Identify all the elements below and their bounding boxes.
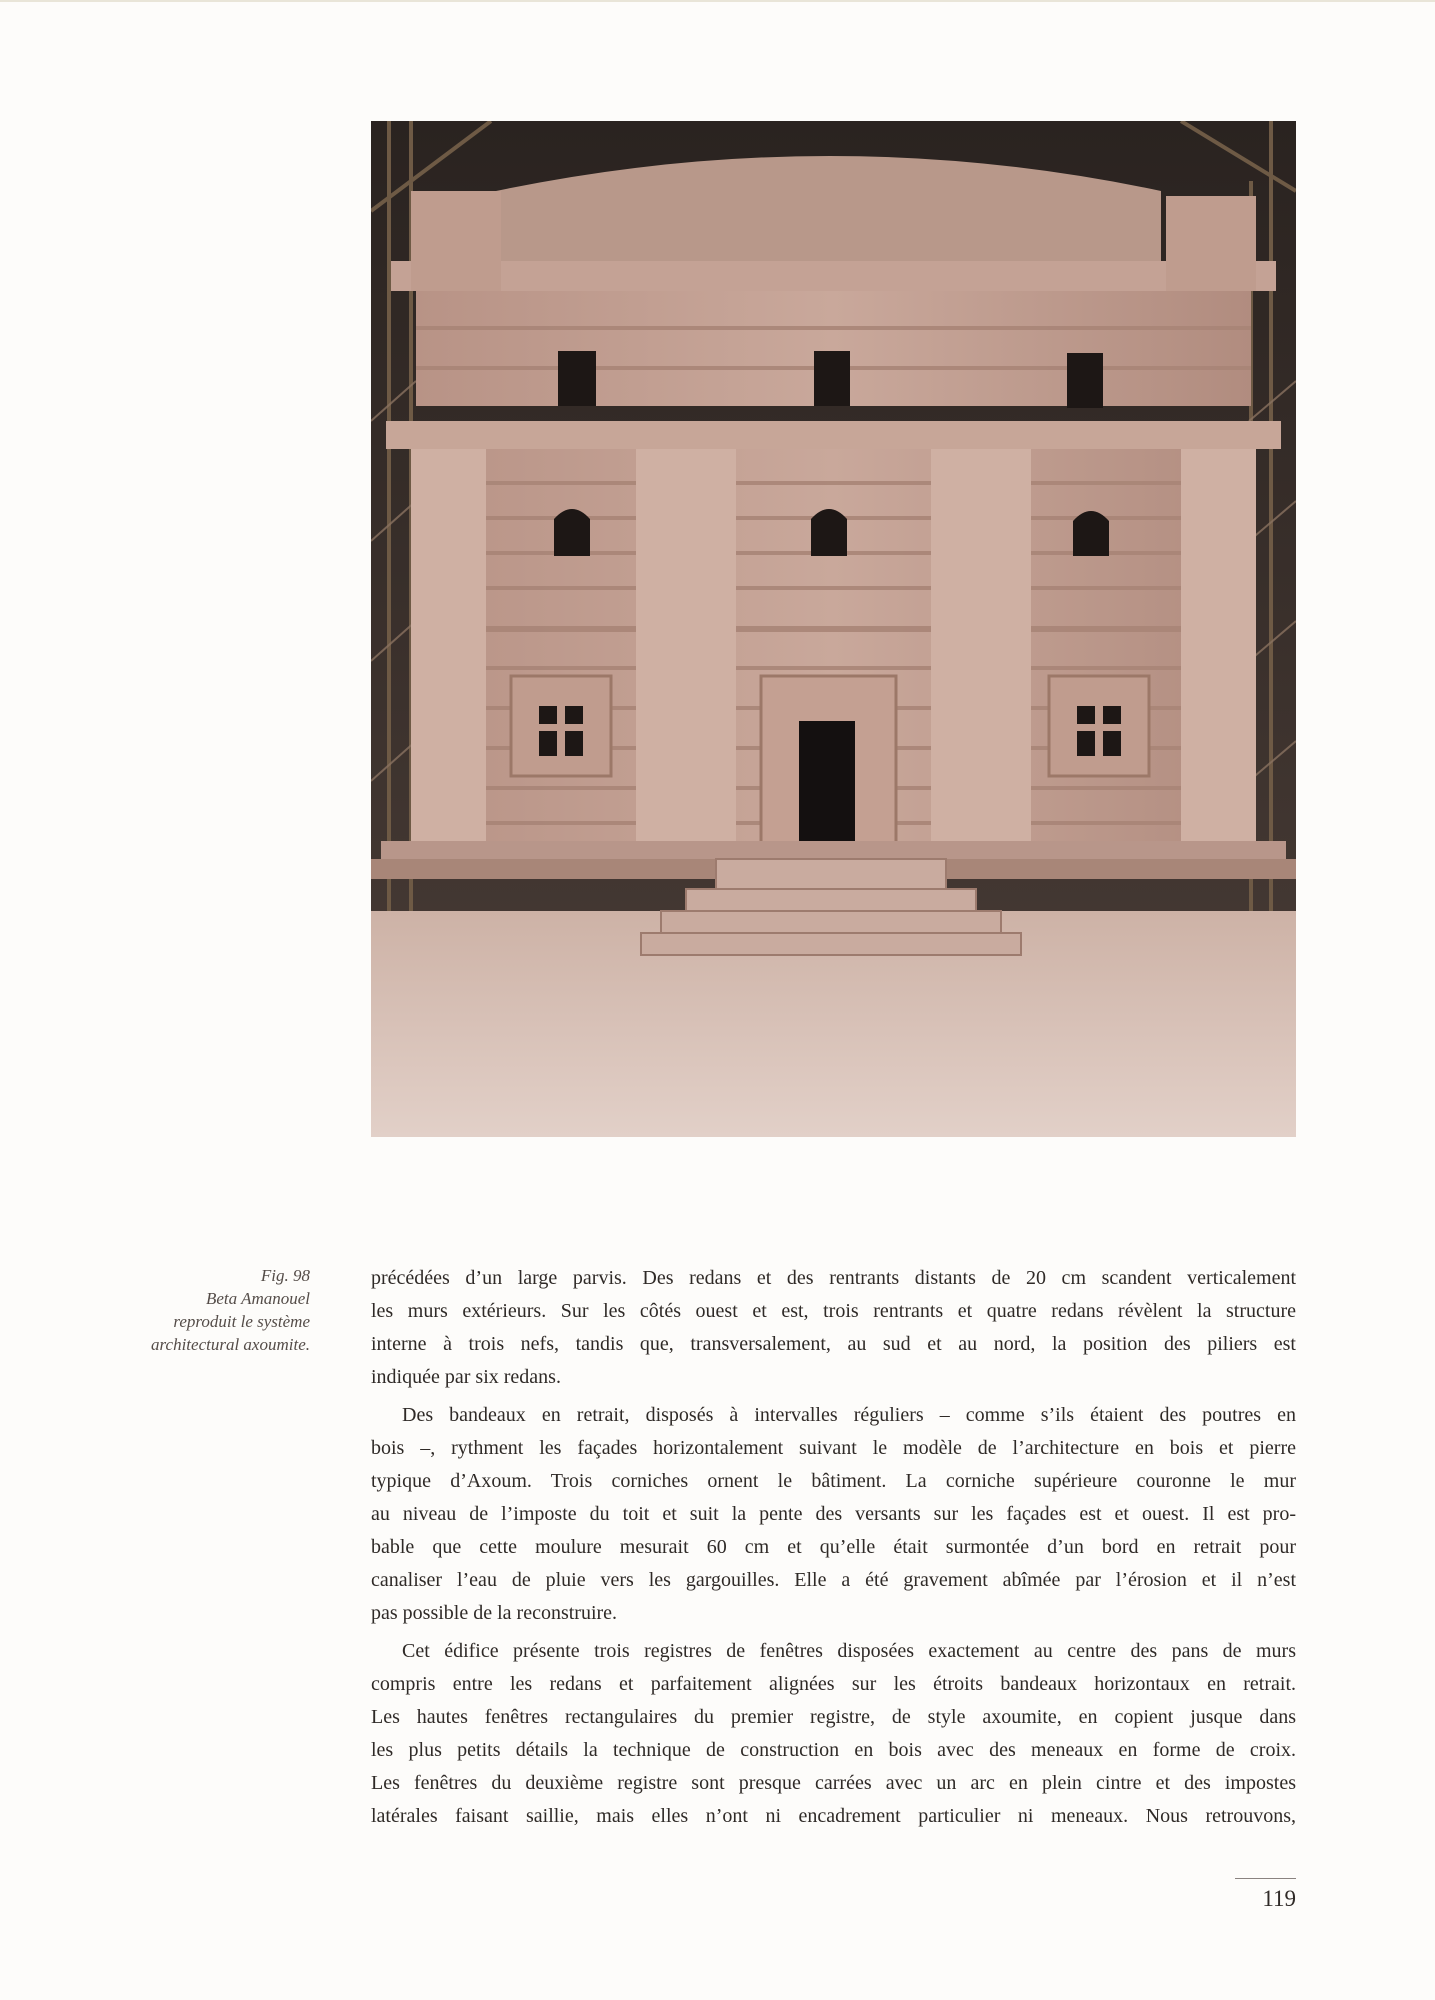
text-line: les plus petits détails la technique de construction en bois avec des meneaux en forme de croix. — [371, 1739, 1296, 1761]
text-line: Des bandeaux en retrait, disposés à intervalles réguliers – comme s’ils étaient des poutres en — [402, 1404, 1296, 1426]
text-line: Les fenêtres du deuxième registre sont presque carrées avec un arc en plein cintre et des impostes — [371, 1772, 1296, 1794]
text-line: typique d’Axoum. Trois corniches ornent le bâtiment. La corniche supérieure couronne le mur — [371, 1470, 1296, 1492]
text-line: Les hautes fenêtres rectangulaires du premier registre, de style axoumite, en copient jusque dans — [371, 1706, 1296, 1728]
figure-number: Fig. 98 — [260, 1266, 310, 1285]
text-line: compris entre les redans et parfaitement alignées sur les étroits bandeaux horizontaux en retrait. — [371, 1673, 1296, 1695]
paragraph — [371, 1262, 1296, 1394]
folio-rule — [1235, 1878, 1296, 1879]
figure-caption — [110, 1264, 310, 1356]
top-edge-rule — [0, 0, 1435, 2]
text-line: pas possible de la reconstruire. — [371, 1602, 618, 1624]
church-facade-illustration — [371, 121, 1296, 1137]
text-line: Cet édifice présente trois registres de fenêtres disposées exactement au centre des pans de murs — [402, 1640, 1296, 1662]
text-line: bable que cette moulure mesurait 60 cm et qu’elle était surmontée d’un bord en retrait pour — [371, 1536, 1296, 1558]
text-line: au niveau de l’imposte du toit et suit la pente des versants sur les façades est et ouest. Il est pro- — [371, 1503, 1296, 1525]
body-text — [371, 1262, 1296, 1833]
paragraph — [371, 1399, 1296, 1630]
paragraph — [371, 1635, 1296, 1833]
text-line: interne à trois nefs, tandis que, transversalement, au sud et au nord, la position des piliers est — [371, 1333, 1296, 1355]
page-number: 119 — [1262, 1886, 1296, 1911]
caption-line: reproduit le système — [173, 1312, 310, 1331]
church-photograph — [371, 121, 1296, 1137]
text-line: les murs extérieurs. Sur les côtés ouest et est, trois rentrants et quatre redans révèlent la structure — [371, 1300, 1296, 1322]
caption-line: architectural axoumite. — [151, 1335, 310, 1354]
caption-line: Beta Amanouel — [205, 1289, 310, 1308]
text-line: bois –, rythment les façades horizontalement suivant le modèle de l’architecture en bois et pierre — [371, 1437, 1296, 1459]
text-line: précédées d’un large parvis. Des redans et des rentrants distants de 20 cm scandent verticalement — [371, 1267, 1296, 1289]
text-line: latérales faisant saillie, mais elles n’ont ni encadrement particulier ni meneaux. Nous retrouvons, — [371, 1805, 1296, 1827]
text-line: canaliser l’eau de pluie vers les gargouilles. Elle a été gravement abîmée par l’érosion et il n’est — [371, 1569, 1296, 1591]
text-line: indiquée par six redans. — [371, 1366, 561, 1388]
